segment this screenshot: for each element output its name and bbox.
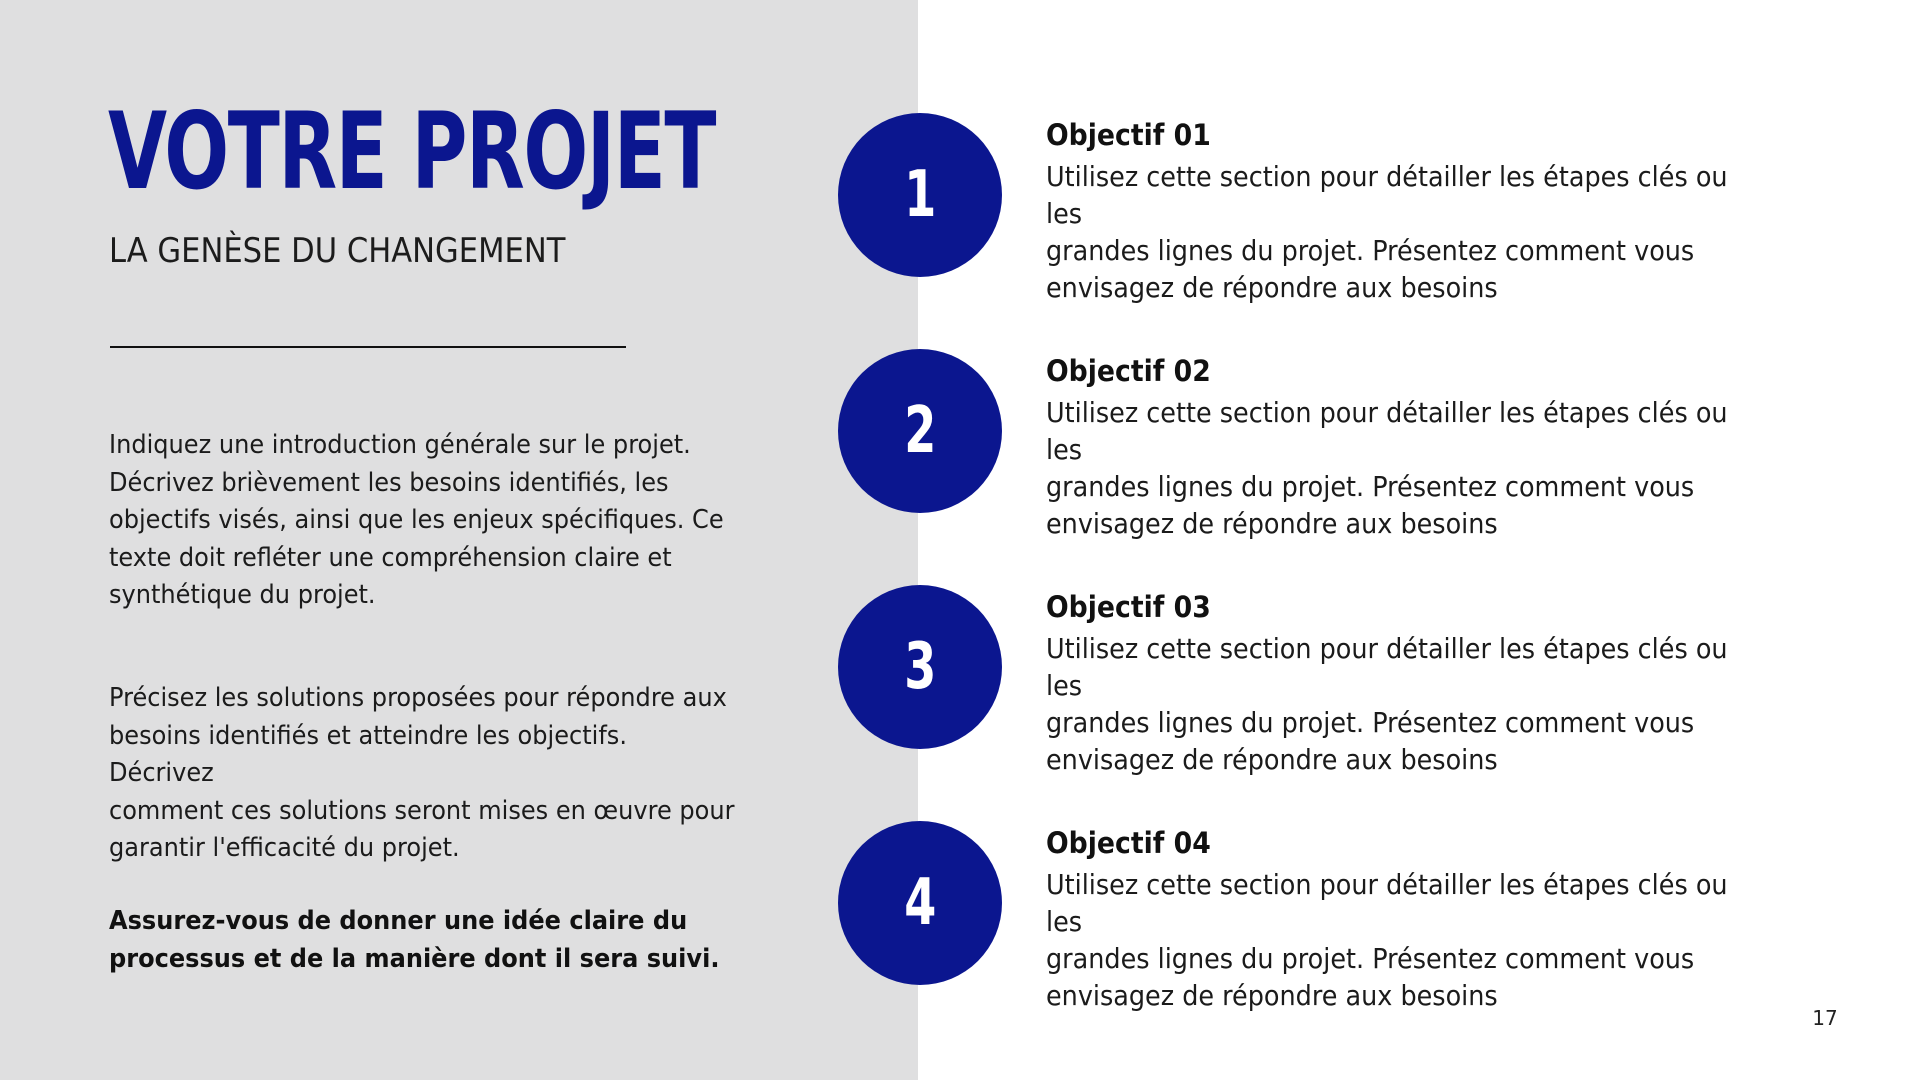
objective-1-title: Objectif 01 xyxy=(1046,118,1211,152)
objective-4-badge xyxy=(838,821,1002,985)
page-number: 17 xyxy=(1812,1006,1838,1030)
objective-2-text: Utilisez cette section pour détailler les étapes clés ou les grandes lignes du projet. Présentez comment vous envisagez de répondre aux besoins xyxy=(1046,396,1728,540)
objective-4 xyxy=(1046,824,1806,1014)
objective-2-number: 2 xyxy=(903,394,937,468)
objective-3-title: Objectif 03 xyxy=(1046,590,1211,624)
objective-4-title: Objectif 04 xyxy=(1046,826,1211,860)
objective-4-number: 4 xyxy=(903,866,937,940)
objective-2-badge xyxy=(838,349,1002,513)
objective-3 xyxy=(1046,588,1806,778)
objective-1-text: Utilisez cette section pour détailler les étapes clés ou les grandes lignes du projet. Présentez comment vous envisagez de répondre aux besoins xyxy=(1046,160,1728,304)
objective-3-badge xyxy=(838,585,1002,749)
slide-title: VOTRE PROJET xyxy=(108,90,716,213)
objective-2 xyxy=(1046,352,1806,542)
objective-3-number: 3 xyxy=(903,630,937,704)
objective-4-text: Utilisez cette section pour détailler les étapes clés ou les grandes lignes du projet. Présentez comment vous envisagez de répondre aux besoins xyxy=(1046,868,1728,1012)
slide-subtitle: LA GENÈSE DU CHANGEMENT xyxy=(109,231,566,271)
title-divider xyxy=(110,346,626,348)
objective-1-number: 1 xyxy=(903,158,937,232)
solutions-paragraph: Précisez les solutions proposées pour répondre aux besoins identifiés et atteindre les objectifs. Décrivez comment ces solutions seront mises en œuvre pour garantir l'efficacité du projet. xyxy=(109,683,735,863)
objective-2-title: Objectif 02 xyxy=(1046,354,1211,388)
intro-paragraph: Indiquez une introduction générale sur le projet. Décrivez brièvement les besoins identifiés, les objectifs visés, ainsi que les enjeux spécifiques. Ce texte doit refléter une compréhension claire et synthétique du projet. xyxy=(109,430,724,610)
objective-1 xyxy=(1046,116,1806,306)
objective-3-text: Utilisez cette section pour détailler les étapes clés ou les grandes lignes du projet. Présentez comment vous envisagez de répondre aux besoins xyxy=(1046,632,1728,776)
objective-1-badge xyxy=(838,113,1002,277)
emphasis-paragraph: Assurez-vous de donner une idée claire du processus et de la manière dont il sera suivi. xyxy=(109,906,720,974)
